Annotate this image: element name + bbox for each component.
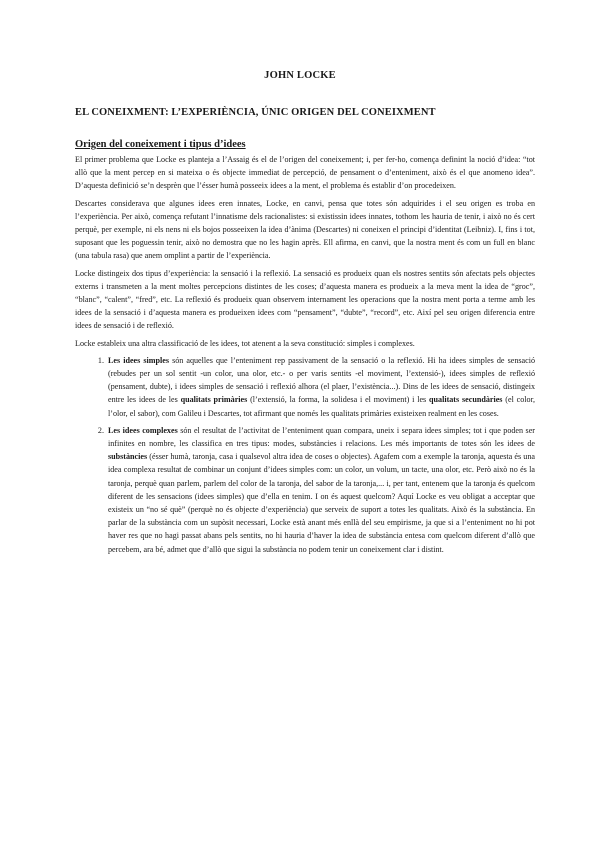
paragraph: Descartes considerava que algunes idees eren innates, Locke, en canvi, pensa que totes són adquirides i el seu origen es troba en l’experiència. Per això, comença refutant l’innatisme dels racionalistes: si existissin idees innates, tothom les hauria de tenir, i això no és cert perquè, per exemple, ni els nens ni els bojos posseeixen la idea d’ànima (Descartes) ni coneixen el principi d’identitat (Leibniz). I, fins i tot, suposant que les poguessin tenir, això no demostra que no les hagin après. Ell afirma, en canvi, que la nostra ment és com un full en blanc (una tabula rasa) que anem omplint a partir de l’experiència. <box>75 198 535 261</box>
ideas-classification-list <box>75 354 535 556</box>
list-text: (ésser humà, taronja, casa i qualsevol altra idea de coses o objectes). Agafem com a exemple la taronja, aquesta és una idea complexa resultat de combinar un conjunt d’idees simples com: un color, un volum, un tacte, una olor, etc. Però això no és la taronja, perquè quan parlem, parlem del color de la taronja, del sabor de la taronja,... i, per tant, entenem que la taronja és quelcom diferent de les sensacions (idees simples) que d’ella en tenim. I on és aquest quelcom? Aquí Locke es veu obligat a acceptar que existeix un “no sé què” (perquè no és objecte d’experiència) que serveix de suport a totes les qualitats. Això és la substància. En parlar de la substància com un supòsit necessari, Locke està anant més enllà del seu empirisme, ja que si a l’enteniment no hi pot haver res que no hagi passat abans pels sentits, no hi hauria d’haver la idea de substància entesa com quelcom diferent d’allò que percebem, ara bé, admet que d’allò que sigui la substància no podem tenir un coneixement clar i distint. <box>108 452 535 554</box>
list-item <box>106 354 535 420</box>
author-heading: JOHN LOCKE <box>264 70 336 81</box>
document-body <box>75 139 535 560</box>
term-complex-ideas: Les idees complexes <box>108 425 178 435</box>
list-text: (el color, l’olor, el sabor), com Galileu i Descartes, tot afirmant que només les qualitats primàries existeixen realment en les coses. <box>108 395 535 418</box>
term-primary-qualities: qualitats primàries <box>180 395 248 405</box>
paragraph: El primer problema que Locke es planteja a l’Assaig és el de l’origen del coneixement; i, per fer-ho, comença definint la noció d’idea: “tot allò que la ment percep en si mateixa o és objecte immediat de percepció, de pensament o d’enteniment, això és el que anomeno idea”. D’aquesta definició se’n desprèn que l’ésser humà posseeix idees a la ment, el problema és establir d’on procedeixen. <box>75 155 535 191</box>
list-text: són aquelles que l’enteniment rep passivament de la sensació o la reflexió. Hi ha idees simples de sensació (rebudes per un sol sentit -un color, una olor, etc.- o per varis sentits -el moviment, l’extensió-), idees simples de reflexió (pensament, dubte), i idees simples de sensació i reflexió alhora (el plaer, l’existència...). Dins de les idees de sensació, distingeix entre les idees de les <box>108 355 536 405</box>
paragraph: Locke distingeix dos tipus d’experiència: la sensació i la reflexió. La sensació es produeix quan els nostres sentits són afectats pels objectes externs i transmeten a la ment moltes percepcions distintes de les coses; d’aquesta manera es produeix a la meva ment la idea de “groc”, “blanc”, “calent”, “fred”, etc. La reflexió és produeix quan observem internament les operacions que la nostra ment porta a terme amb les idees de la sensació i d’aquesta manera es produeixen idees com “pensament”, “dubte”, “record”, etc. Així pel seu origen diferencia entre idees de sensació i de reflexió. <box>75 268 535 331</box>
term-secondary-qualities: qualitats secundàries <box>429 395 503 405</box>
term-substances: substàncies <box>108 452 148 462</box>
paragraph: Locke estableix una altra classificació de les idees, tot atenent a la seva constitució: simples i complexes. <box>75 338 415 348</box>
list-text: són el resultat de l’activitat de l’enteniment quan compara, uneix i separa idees simples; tot i que poden ser infinites en nombre, les classifica en tres tipus: modes, substàncies i relacions. Les més importants de totes són les idees de <box>108 425 535 449</box>
section-heading: Origen del coneixement i tipus d’idees <box>75 139 246 150</box>
list-text: (l’extensió, la forma, la solidesa i el moviment) i les <box>247 395 430 405</box>
term-simple-ideas: Les idees simples <box>108 355 169 365</box>
main-title: EL CONEIXMENT: L’EXPERIÈNCIA, ÚNIC ORIGEN DEL CONEIXMENT <box>75 107 436 118</box>
list-item <box>106 424 535 556</box>
